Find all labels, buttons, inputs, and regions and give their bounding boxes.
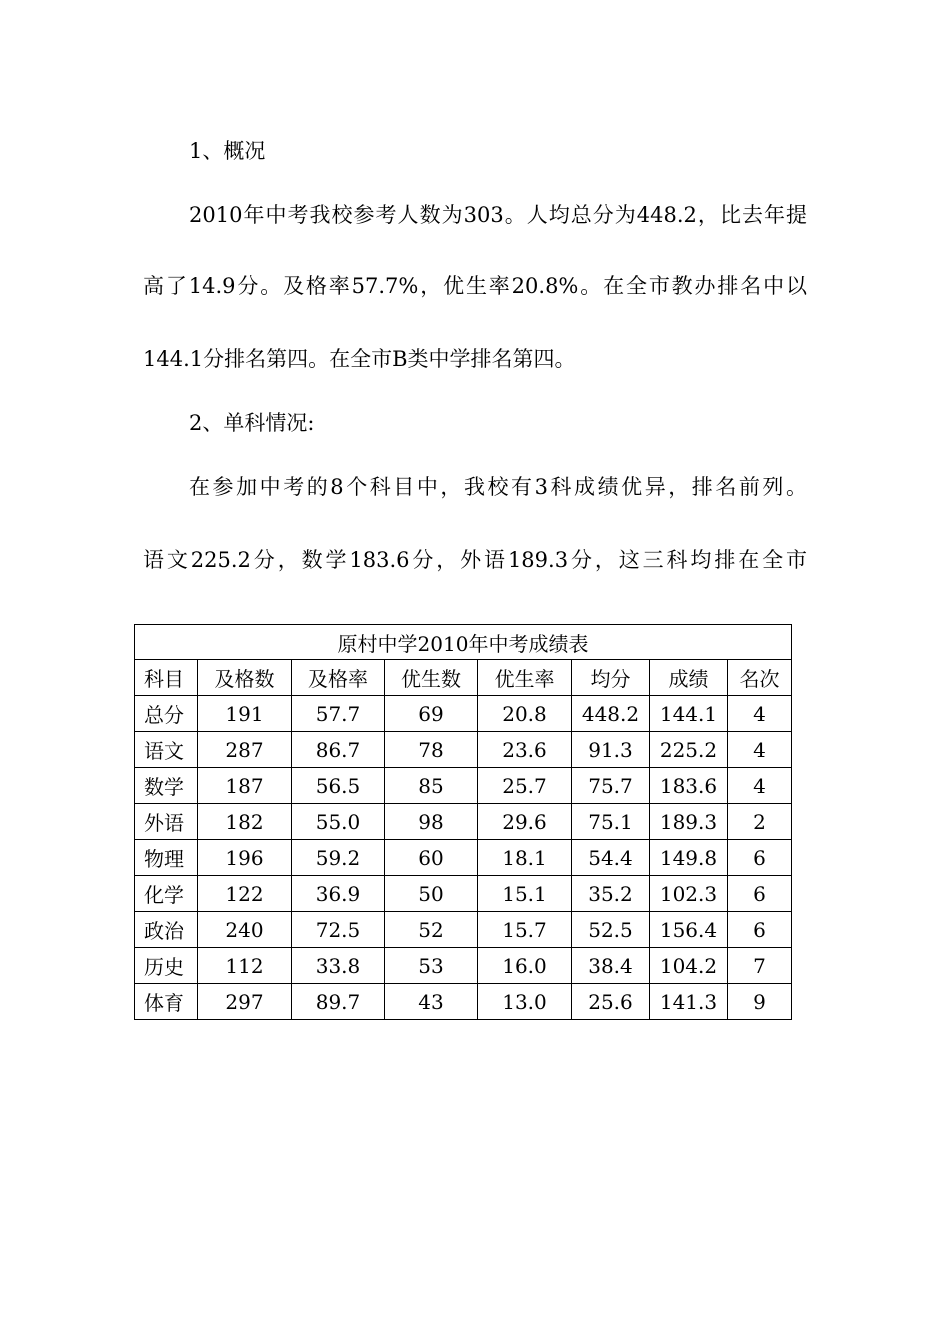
score-table <box>134 624 792 1020</box>
table-header-cell: 优生率 <box>478 660 572 696</box>
table-cell: 75.1 <box>572 804 650 840</box>
table-cell: 4 <box>728 696 792 732</box>
table-cell: 104.2 <box>650 948 728 984</box>
table-cell: 91.3 <box>572 732 650 768</box>
subject-cell: 外语 <box>135 804 198 840</box>
paragraph1-line3: 144.1分排名第四。在全市B类中学排名第四。 <box>143 347 576 371</box>
table-cell: 54.4 <box>572 840 650 876</box>
table-cell: 6 <box>728 912 792 948</box>
paragraph1-line2: 高了14.9分。及格率57.7%，优生率20.8%。在全市教办排名中以 <box>143 274 807 298</box>
paragraph2-line1: 在参加中考的8个科目中，我校有3科成绩优异，排名前列。 <box>189 475 807 499</box>
table-cell: 141.3 <box>650 984 728 1020</box>
table-cell: 72.5 <box>292 912 385 948</box>
table-cell: 25.7 <box>478 768 572 804</box>
table-cell: 89.7 <box>292 984 385 1020</box>
table-cell: 6 <box>728 840 792 876</box>
table-row <box>135 732 792 768</box>
table-cell: 112 <box>198 948 292 984</box>
table-cell: 183.6 <box>650 768 728 804</box>
table-cell: 6 <box>728 876 792 912</box>
table-cell: 149.8 <box>650 840 728 876</box>
table-cell: 287 <box>198 732 292 768</box>
table-cell: 15.1 <box>478 876 572 912</box>
table-cell: 25.6 <box>572 984 650 1020</box>
table-cell: 43 <box>385 984 478 1020</box>
table-cell: 189.3 <box>650 804 728 840</box>
table-row <box>135 768 792 804</box>
table-cell: 4 <box>728 732 792 768</box>
table-cell: 55.0 <box>292 804 385 840</box>
table-cell: 187 <box>198 768 292 804</box>
table-header-cell: 及格率 <box>292 660 385 696</box>
subject-cell: 体育 <box>135 984 198 1020</box>
table-header-cell: 优生数 <box>385 660 478 696</box>
table-cell: 225.2 <box>650 732 728 768</box>
table-cell: 56.5 <box>292 768 385 804</box>
table-cell: 9 <box>728 984 792 1020</box>
table-cell: 53 <box>385 948 478 984</box>
table-cell: 98 <box>385 804 478 840</box>
section2-heading: 2、单科情况: <box>189 411 315 435</box>
subject-cell: 物理 <box>135 840 198 876</box>
table-row <box>135 804 792 840</box>
table-cell: 29.6 <box>478 804 572 840</box>
table-title: 原村中学2010年中考成绩表 <box>135 625 792 660</box>
table-header-cell: 及格数 <box>198 660 292 696</box>
table-cell: 13.0 <box>478 984 572 1020</box>
table-cell: 35.2 <box>572 876 650 912</box>
table-row <box>135 948 792 984</box>
table-cell: 20.8 <box>478 696 572 732</box>
table-cell: 191 <box>198 696 292 732</box>
table-cell: 7 <box>728 948 792 984</box>
table-header-cell: 成绩 <box>650 660 728 696</box>
table-cell: 52 <box>385 912 478 948</box>
subject-cell: 总分 <box>135 696 198 732</box>
table-cell: 240 <box>198 912 292 948</box>
table-cell: 78 <box>385 732 478 768</box>
table-cell: 102.3 <box>650 876 728 912</box>
subject-cell: 数学 <box>135 768 198 804</box>
table-cell: 33.8 <box>292 948 385 984</box>
table-cell: 23.6 <box>478 732 572 768</box>
table-cell: 50 <box>385 876 478 912</box>
table-header-cell: 均分 <box>572 660 650 696</box>
section1-heading: 1、概况 <box>189 139 266 163</box>
table-cell: 85 <box>385 768 478 804</box>
table-row <box>135 984 792 1020</box>
table-cell: 144.1 <box>650 696 728 732</box>
subject-cell: 语文 <box>135 732 198 768</box>
table-cell: 122 <box>198 876 292 912</box>
subject-cell: 政治 <box>135 912 198 948</box>
table-cell: 52.5 <box>572 912 650 948</box>
table-cell: 86.7 <box>292 732 385 768</box>
table-row <box>135 840 792 876</box>
table-cell: 196 <box>198 840 292 876</box>
table-cell: 15.7 <box>478 912 572 948</box>
table-row <box>135 876 792 912</box>
table-cell: 60 <box>385 840 478 876</box>
table-cell: 18.1 <box>478 840 572 876</box>
table-cell: 2 <box>728 804 792 840</box>
table-cell: 36.9 <box>292 876 385 912</box>
table-cell: 156.4 <box>650 912 728 948</box>
paragraph2-line2: 语文225.2分，数学183.6分，外语189.3分，这三科均排在全市 <box>143 548 807 572</box>
table-cell: 4 <box>728 768 792 804</box>
table-cell: 182 <box>198 804 292 840</box>
table-cell: 59.2 <box>292 840 385 876</box>
subject-cell: 化学 <box>135 876 198 912</box>
table-cell: 38.4 <box>572 948 650 984</box>
table-header-cell: 科目 <box>135 660 198 696</box>
table-cell: 448.2 <box>572 696 650 732</box>
table-header-row <box>135 660 792 696</box>
paragraph1-line1: 2010年中考我校参考人数为303。人均总分为448.2，比去年提 <box>189 203 807 227</box>
table-row <box>135 912 792 948</box>
subject-cell: 历史 <box>135 948 198 984</box>
table-cell: 297 <box>198 984 292 1020</box>
table-cell: 75.7 <box>572 768 650 804</box>
table-row <box>135 696 792 732</box>
table-cell: 16.0 <box>478 948 572 984</box>
table-cell: 57.7 <box>292 696 385 732</box>
table-cell: 69 <box>385 696 478 732</box>
table-header-cell: 名次 <box>728 660 792 696</box>
